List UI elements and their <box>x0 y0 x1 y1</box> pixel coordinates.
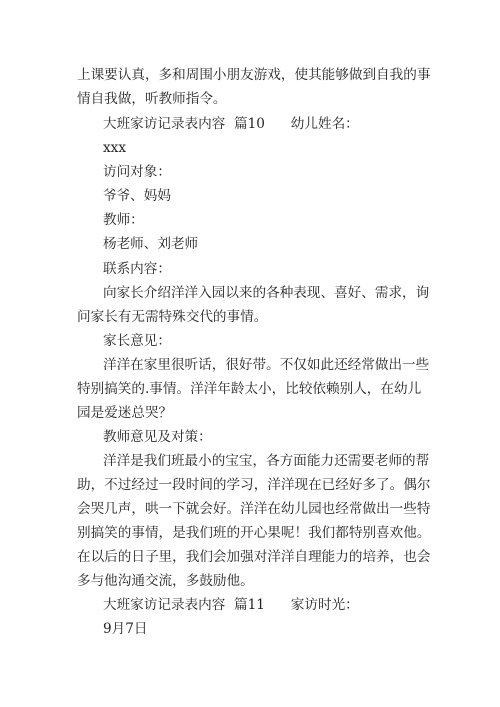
text-line: 家长意见： <box>103 333 171 349</box>
section-heading: 大班家访记录表内容 篇10 幼儿姓名： <box>103 116 359 132</box>
text-line: 向家长介绍洋洋入园以来的各种表现、喜好、需求，询 <box>103 285 430 301</box>
text-line: 教师： <box>103 212 144 228</box>
text-line: 别搞笑的事情，是我们班的开心果呢！我们都特别喜欢他。 <box>77 525 431 541</box>
text-line: 访问对象： <box>103 164 171 180</box>
text-line: 联系内容： <box>103 261 171 277</box>
text-line: 园是爱迷总哭？ <box>77 405 173 421</box>
text-line: 在以后的日子里，我们会加强对洋洋自理能力的培养，也会 <box>77 549 431 565</box>
text-line: 教师意见及对策： <box>103 429 212 445</box>
text-line: 助，不过经过一段时间的学习，洋洋现在已经好多了。偶尔 <box>77 477 431 493</box>
text-line: 洋洋在家里很听话，很好带。不仅如此还经常做出一些 <box>103 357 430 373</box>
text-line: 情自我做，听教师指令。 <box>77 91 227 107</box>
text-line: xxx <box>103 140 126 156</box>
text-line: 洋洋是我们班最小的宝宝，各方面能力还需要老师的帮 <box>103 453 430 469</box>
text-line: 9月7日 <box>103 621 148 637</box>
text-line: 杨老师、刘老师 <box>103 236 199 252</box>
text-line: 多与他沟通交流，多鼓励他。 <box>77 573 254 589</box>
text-line: 上课要认真，多和周围小朋友游戏，使其能够做到自我的事 <box>77 67 431 83</box>
text-line: 会哭几声，哄一下就会好。洋洋在幼儿园也经常做出一些特 <box>77 501 431 517</box>
section-heading: 大班家访记录表内容 篇11 家访时光： <box>103 597 359 613</box>
text-line: 特别搞笑的.事情。洋洋年龄太小，比较依赖别人，在幼儿 <box>77 381 422 397</box>
text-line: 问家长有无需特殊交代的事情。 <box>77 309 268 325</box>
text-line: 爷爷、妈妈 <box>103 188 171 204</box>
